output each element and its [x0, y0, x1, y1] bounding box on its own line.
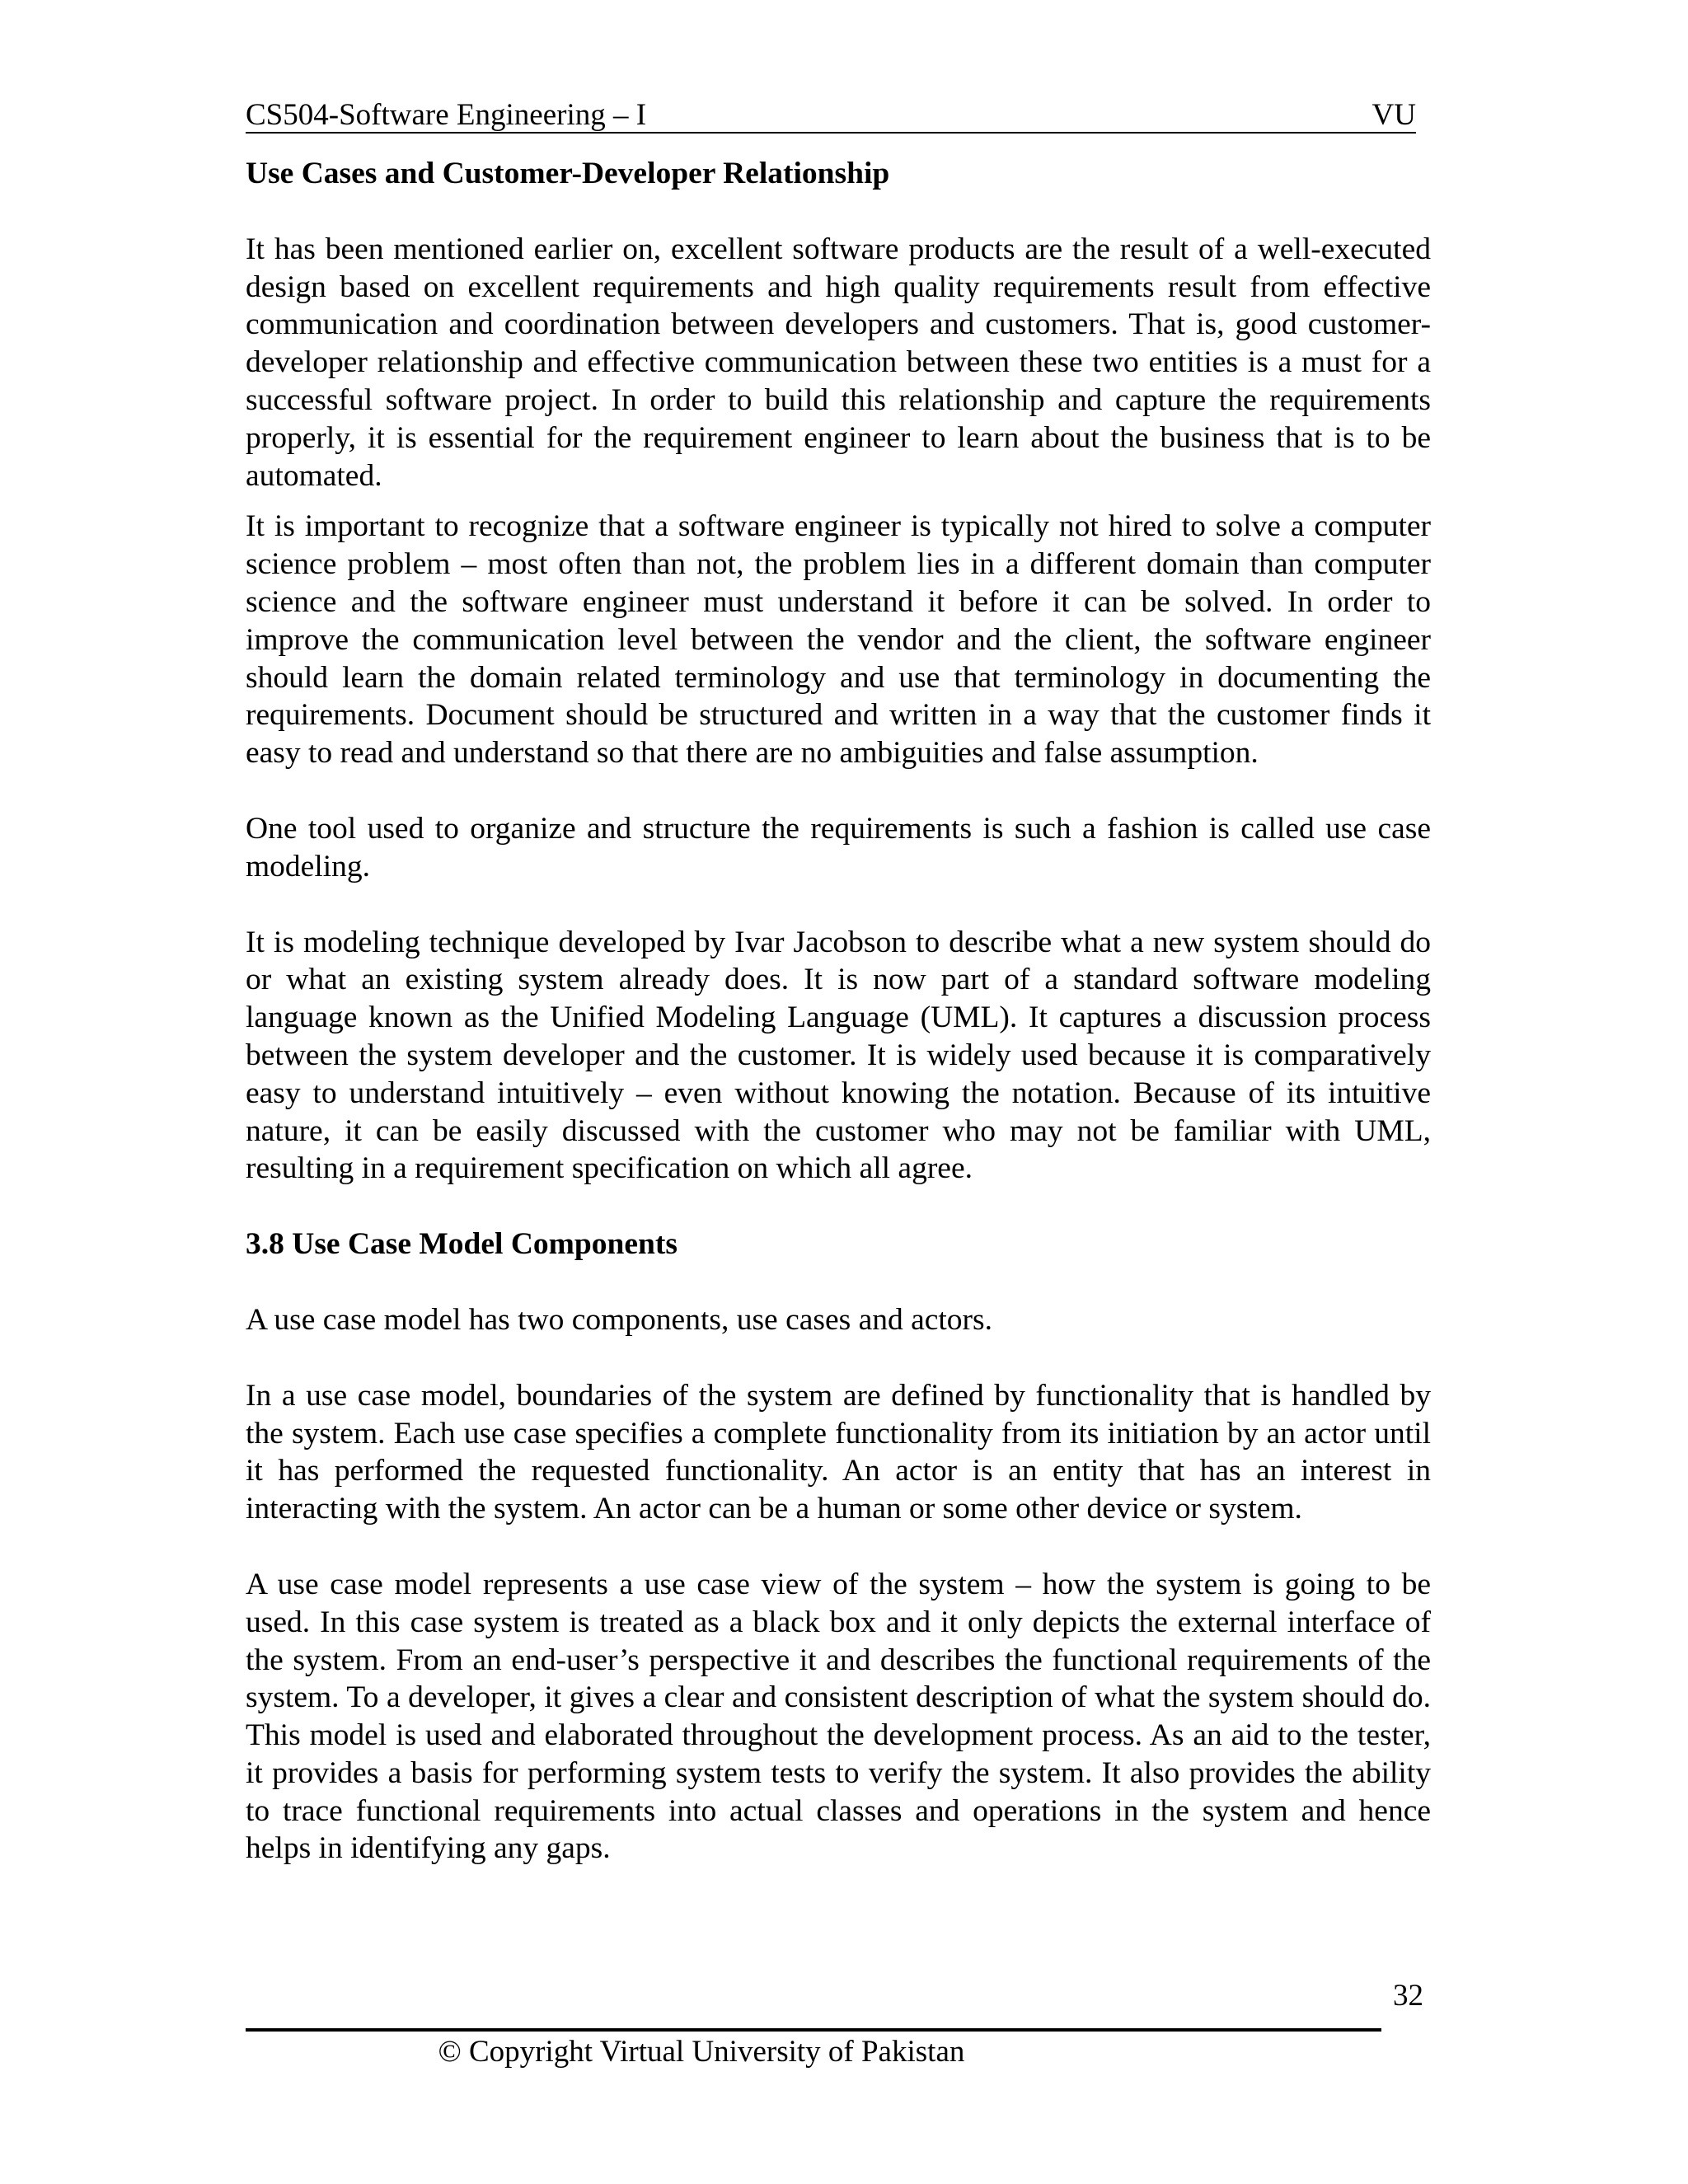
section-heading-use-cases: Use Cases and Customer-Developer Relationship [246, 157, 890, 190]
page-footer [246, 2034, 1431, 2070]
page-number: 32 [1393, 1979, 1423, 2013]
section-heading-model-components: 3.8 Use Case Model Components [246, 1227, 678, 1262]
paragraph: A use case model represents a use case view of the system – how the system is going to be used. In this case system is treated as a black box and it only depicts the external interface of the system. From an end-user’s perspective it and describes the functional requirements of the system. To a developer, it gives a clear and consistent description of what the system should do. This model is used and elaborated throughout the development process. As an aid to the tester, it provides a basis for performing system tests to verify the system. It also provides the ability to trace functional requirements into actual classes and operations in the system and hence helps in identifying any gaps. [246, 1567, 1431, 1866]
header-rule [246, 132, 1416, 134]
copyright-notice: © Copyright Virtual University of Pakistan [438, 2035, 965, 2069]
footer-rule [246, 2028, 1381, 2032]
institution-abbrev: VU [1372, 98, 1416, 132]
document-body [246, 155, 1431, 1868]
paragraph: It is modeling technique developed by Ivar Jacobson to describe what a new system should do or what an existing system already does. It is now part of a standard software modeling language known as the Unified Modeling Language (UML). It captures a discussion process between the system developer and the customer. It is widely used because it is comparatively easy to understand intuitively – even without knowing the notation. Because of its intuitive nature, it can be easily discussed with the customer who may not be familiar with UML, resulting in a requirement specification on which all agree. [246, 925, 1431, 1186]
course-title: CS504-Software Engineering – I [246, 98, 647, 132]
paragraph: One tool used to organize and structure the requirements is such a fashion is called use case modeling. [246, 811, 1431, 883]
paragraph: A use case model has two components, use cases and actors. [246, 1302, 993, 1337]
paragraph: In a use case model, boundaries of the system are defined by functionality that is handled by the system. Each use case specifies a complete functionality from its initiation by an actor until it has performed the requested functionality. An actor is an entity that has an interest in interacting with the system. An actor can be a human or some other device or system. [246, 1378, 1431, 1526]
page-header [246, 97, 1416, 134]
paragraph: It is important to recognize that a software engineer is typically not hired to solve a computer science problem – most often than not, the problem lies in a different domain than computer science and the software engineer must understand it before it can be solved. In order to improve the communication level between the vendor and the client, the software engineer should learn the domain related terminology and use that terminology in documenting the requirements. Document should be structured and written in a way that the customer finds it easy to read and understand so that there are no ambiguities and false assumption. [246, 509, 1431, 771]
paragraph: It has been mentioned earlier on, excellent software products are the result of a well-executed design based on excellent requirements and high quality requirements result from effective communication and coordination between developers and customers. That is, good customer-developer relationship and effective communication between these two entities is a must for a successful software project. In order to build this relationship and capture the requirements properly, it is essential for the requirement engineer to learn about the business that is to be automated. [246, 232, 1431, 493]
